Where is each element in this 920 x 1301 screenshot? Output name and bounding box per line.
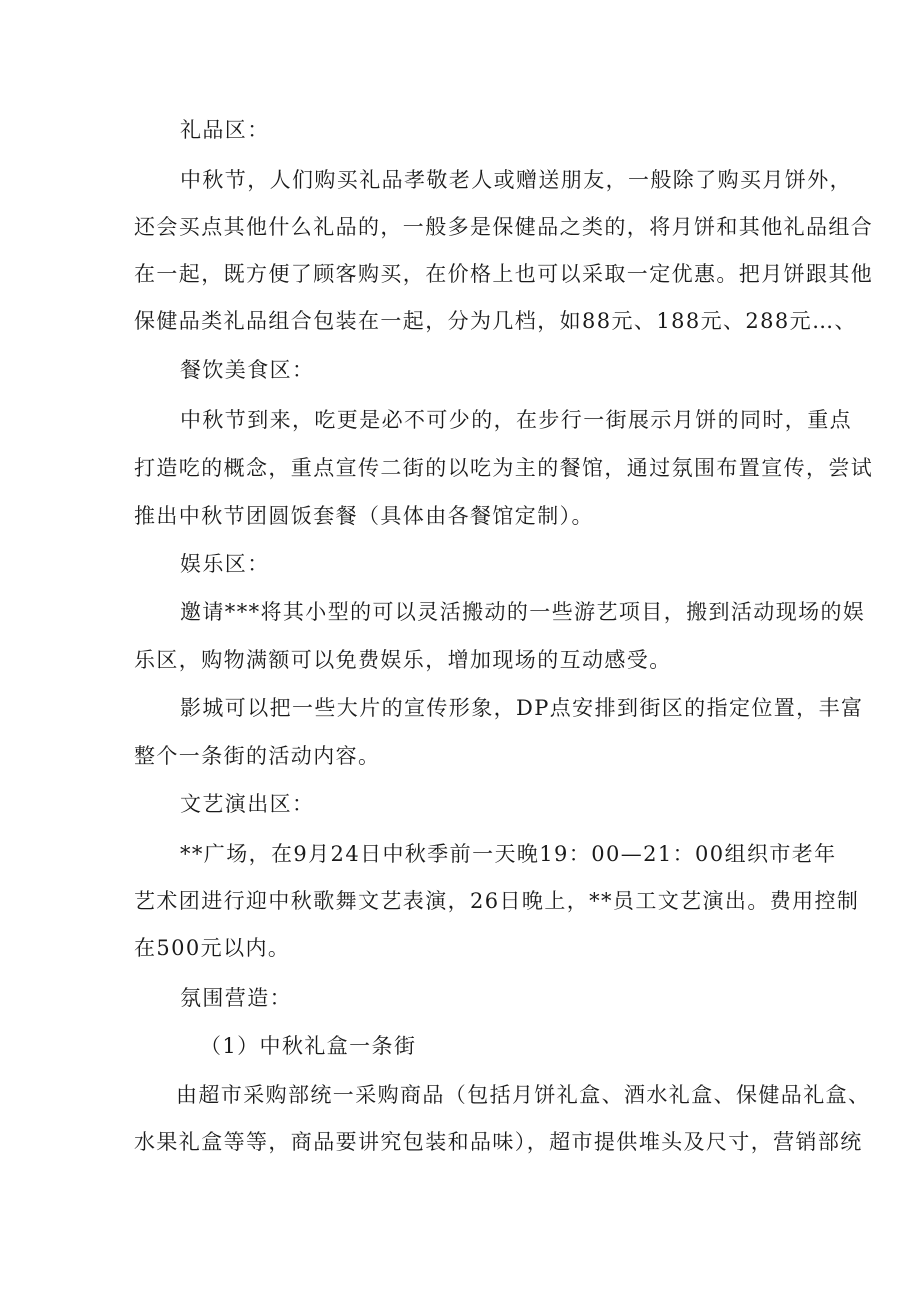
heading-entertainment-area: 娱乐区： [180,552,270,576]
paragraph-line: 在一起，既方便了顾客购买，在价格上也可以采取一定优惠。把月饼跟其他 [134,262,874,286]
paragraph-line: 整个一条街的活动内容。 [134,744,381,768]
paragraph-line: **广场，在9月24日中秋季前一天晚19：00—21：00组织市老年 [180,842,837,866]
paragraph-line: 保健品类礼品组合包装在一起，分为几档，如88元、188元、288元…、 [134,309,857,333]
heading-gift-area: 礼品区： [180,118,270,142]
paragraph-line: 打造吃的概念，重点宣传二街的以吃为主的餐馆，通过氛围布置宣传，尝试 [134,456,874,480]
paragraph-line: 中秋节到来，吃更是必不可少的，在步行一街展示月饼的同时，重点 [180,408,852,432]
paragraph-line: 推出中秋节团圆饭套餐（具体由各餐馆定制）。 [134,504,594,528]
paragraph-line: 艺术团进行迎中秋歌舞文艺表演，26日晚上，**员工文艺演出。费用控制 [134,889,860,913]
paragraph-line: 邀请***将其小型的可以灵活搬动的一些游艺项目，搬到活动现场的娱 [180,600,866,624]
heading-atmosphere: 氛围营造： [180,986,292,1010]
paragraph-line: 在500元以内。 [134,936,291,960]
paragraph-line: 乐区，购物满额可以免费娱乐，增加现场的互动感受。 [134,648,672,672]
paragraph-line: 水果礼盒等等，商品要讲究包装和品味），超市提供堆头及尺寸，营销部统 [134,1130,863,1154]
paragraph-line: 还会买点其他什么礼品的，一般多是保健品之类的，将月饼和其他礼品组合 [134,215,874,239]
paragraph-line: 由超市采购部统一采购商品（包括月饼礼盒、酒水礼盒、保健品礼盒、 [176,1083,871,1107]
subheading-gift-box-street: （1）中秋礼盒一条街 [200,1034,417,1058]
heading-performance-area: 文艺演出区： [180,792,315,816]
heading-dining-area: 餐饮美食区： [180,358,315,382]
paragraph-line: 中秋节，人们购买礼品孝敬老人或赠送朋友，一般除了购买月饼外， [180,168,852,192]
paragraph-line: 影城可以把一些大片的宣传形象，DP点安排到街区的指定位置，丰富 [180,696,864,720]
